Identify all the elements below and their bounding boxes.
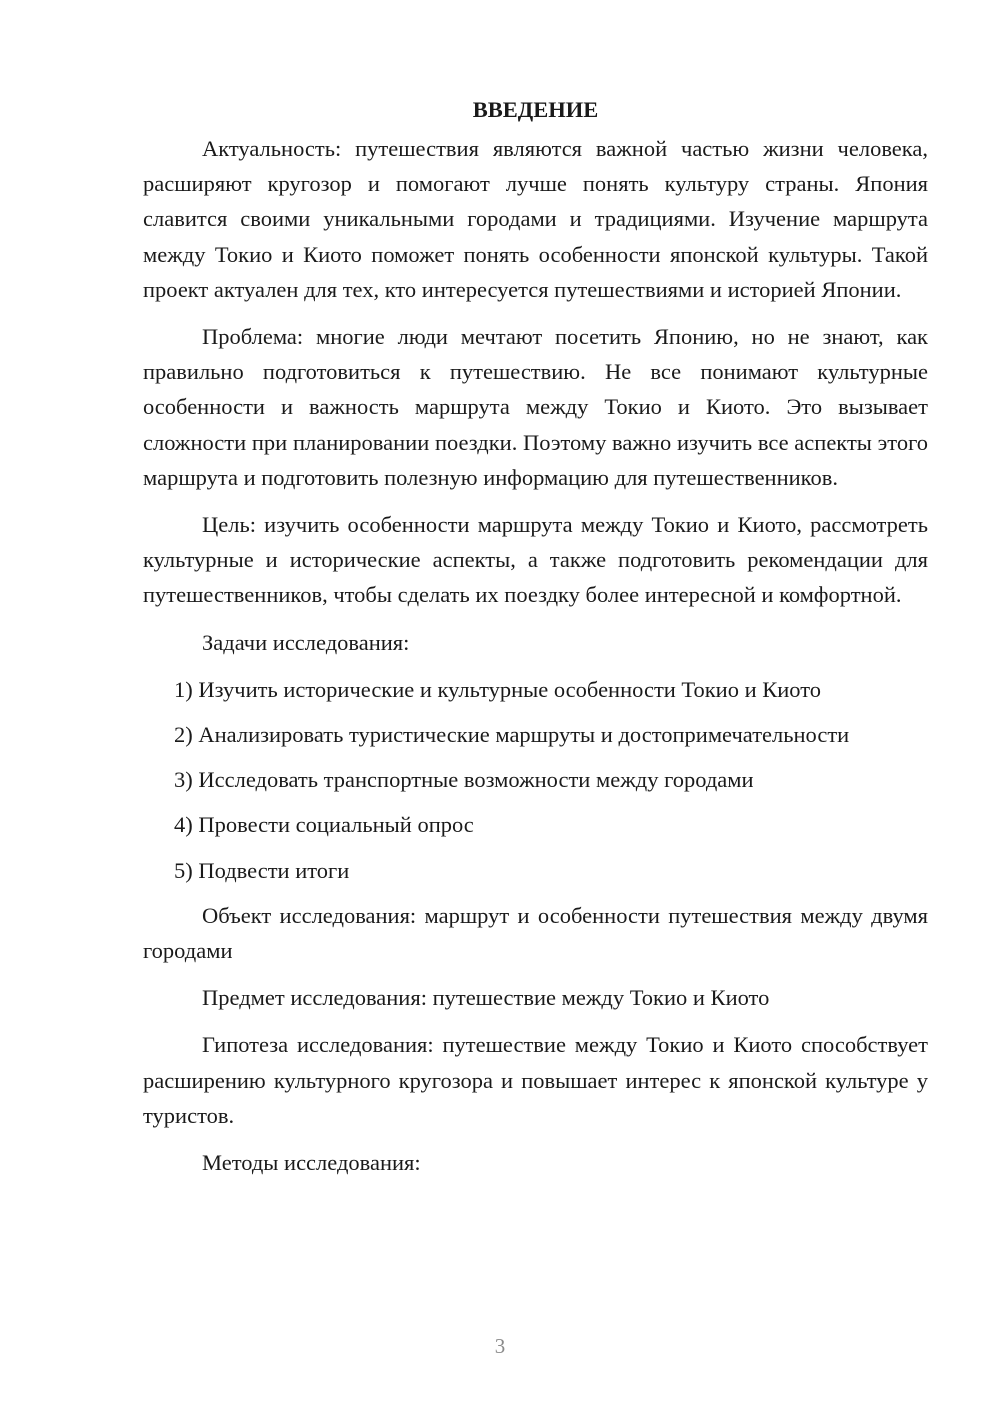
paragraph-tasks-intro: Задачи исследования:	[202, 629, 410, 655]
paragraph-subject: Предмет исследования: путешествие между Токио и Киото	[202, 985, 770, 1011]
list-item: 4) Провести социальный опрос	[174, 812, 474, 838]
list-item: 1) Изучить исторические и культурные особенности Токио и Киото	[174, 676, 822, 702]
list-item: 3) Исследовать транспортные возможности между городами	[174, 767, 754, 793]
paragraph-problem: Проблема: многие люди мечтают посетить Японию, но не знают, как правильно подготовиться к путешествию. Не все понимают культурные особенности и важность маршрута между Токио и Киото. Это вызывает сложности при планировании поездки. Поэтому важно изучить все аспекты этого маршрута и подготовить полезную информацию для путешественников.	[143, 324, 928, 490]
list-item: 5) Подвести итоги	[174, 857, 350, 883]
paragraph-hypothesis: Гипотеза исследования: путешествие между Токио и Киото способствует расширению культурного кругозора и повышает интерес к японской культуре у туристов.	[143, 1032, 928, 1128]
paragraph-goal: Цель: изучить особенности маршрута между Токио и Киото, рассмотреть культурные и исторические аспекты, а также подготовить рекомендации для путешественников, чтобы сделать их поездку более интересной и комфортной.	[143, 512, 928, 608]
list-item: 2) Анализировать туристические маршруты и достопримечательности	[174, 722, 850, 748]
paragraph-methods-intro: Методы исследования:	[202, 1150, 421, 1176]
page-content	[143, 95, 928, 1192]
paragraph-object: Объект исследования: маршрут и особенности путешествия между двумя городами	[143, 902, 928, 964]
paragraph-relevance: Актуальность: путешествия являются важной частью жизни человека, расширяют кругозор и помогают лучше понять культуру страны. Япония славится своими уникальными городами и традициями. Изучение маршрута между Токио и Киото поможет понять особенности японской культуры. Такой проект актуален для тех, кто интересуется путешествиями и историей Японии.	[143, 136, 928, 302]
page-number: 3	[494, 1334, 506, 1358]
tasks-list	[143, 672, 928, 888]
section-heading: ВВЕДЕНИЕ	[472, 97, 599, 122]
